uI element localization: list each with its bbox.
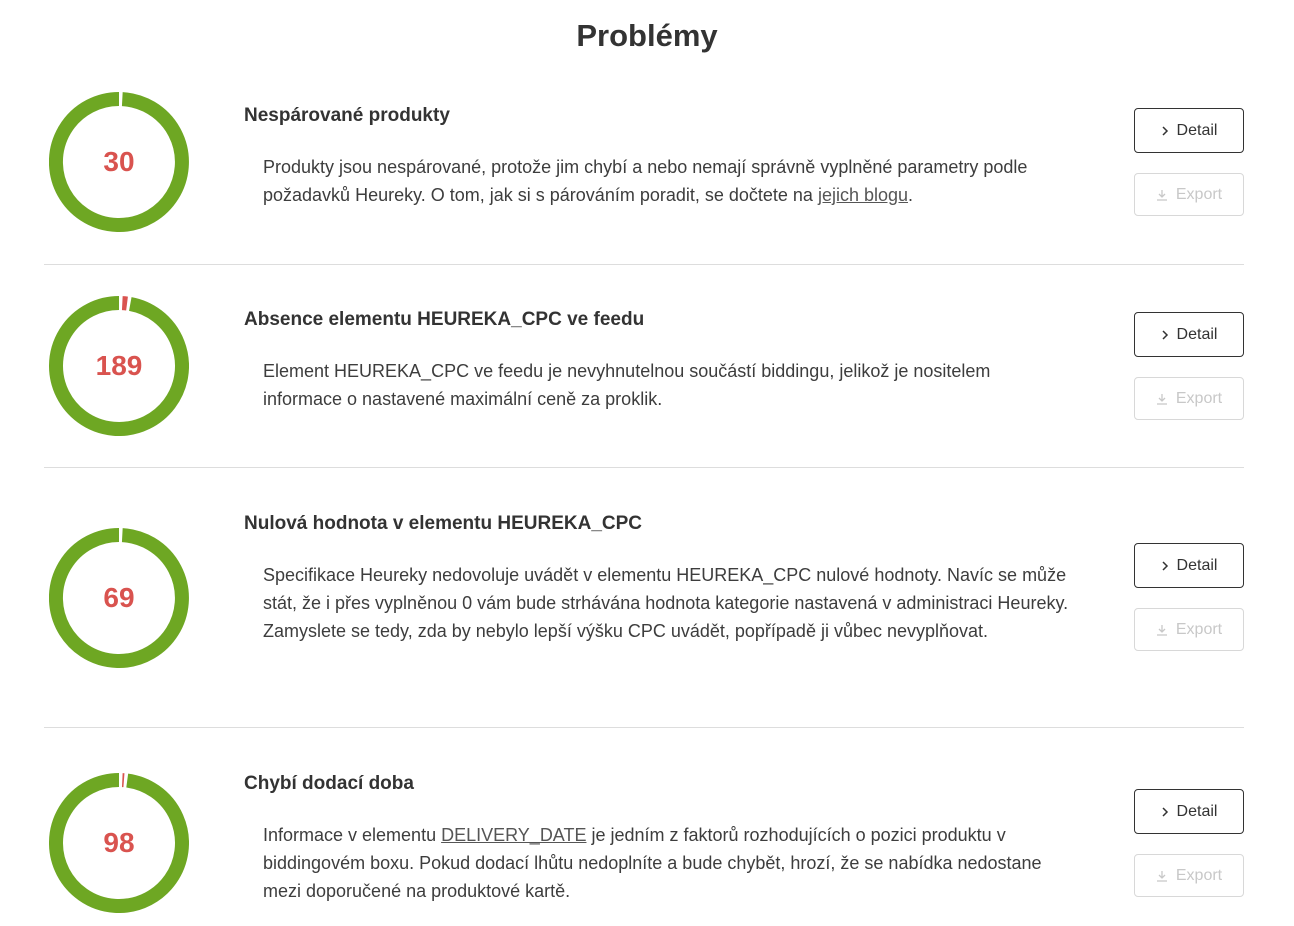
problem-title: Nulová hodnota v elementu HEUREKA_CPC: [244, 513, 642, 534]
problem-item: [44, 90, 1244, 240]
problem-donut-chart: [49, 296, 189, 436]
problem-count: 69: [103, 582, 135, 613]
problem-title: Chybí dodací doba: [244, 773, 414, 794]
export-button[interactable]: [1134, 608, 1244, 651]
detail-button-label: Detail: [1176, 802, 1218, 820]
detail-button[interactable]: [1134, 108, 1244, 153]
problem-description: Produkty jsou nespárované, protože jim chybí a nebo nemají správně vyplněné parametry podle požadavků Heureky. O tom, jak si s párováním poradit, se dočtete na jejich blogu.: [263, 157, 1028, 205]
problem-description: Specifikace Heureky nedovoluje uvádět v elementu HEUREKA_CPC nulové hodnoty. Navíc se může stát, že i přes vyplněnou 0 vám bude strhávána hodnota kategorie nastavená v administraci Heureky. Zamyslete se tedy, zda by nebylo lepší výšku CPC uvádět, popřípadě ji vůbec nevyplňovat.: [263, 565, 1069, 641]
problem-item: [44, 758, 1244, 923]
chevron-right-icon: [1161, 807, 1169, 817]
divider: [44, 467, 1244, 468]
problem-donut-chart: [49, 92, 189, 232]
export-button[interactable]: [1134, 173, 1244, 216]
export-button-label: Export: [1175, 185, 1223, 203]
problem-description: Informace v elementu DELIVERY_DATE je jedním z faktorů rozhodujících o pozici produktu v biddingovém boxu. Pokud dodací lhůtu nedoplníte a bude chybět, hrozí, že se nabídka nedostane mezi doporučené na produktové kartě.: [263, 825, 1042, 901]
problem-count: 30: [103, 146, 135, 177]
blog-link[interactable]: jejich blogu: [817, 185, 909, 205]
export-button-label: Export: [1175, 389, 1223, 407]
detail-button[interactable]: [1134, 312, 1244, 357]
problem-title: Nespárované produkty: [244, 105, 450, 126]
problem-count: 189: [95, 350, 143, 381]
problem-title: Absence elementu HEUREKA_CPC ve feedu: [244, 309, 645, 330]
detail-button[interactable]: [1134, 789, 1244, 834]
divider: [44, 727, 1244, 728]
problem-item: [44, 294, 1244, 444]
divider: [44, 264, 1244, 265]
download-icon: [1156, 393, 1168, 405]
export-button[interactable]: [1134, 854, 1244, 897]
export-button-label: Export: [1175, 866, 1223, 884]
problem-item: [44, 498, 1244, 698]
detail-button-label: Detail: [1176, 556, 1218, 574]
problem-count: 98: [103, 827, 135, 858]
chevron-right-icon: [1161, 330, 1169, 340]
download-icon: [1156, 870, 1168, 882]
download-icon: [1156, 189, 1168, 201]
problem-donut-chart: [49, 528, 189, 668]
detail-button-label: Detail: [1176, 325, 1218, 343]
chevron-right-icon: [1161, 561, 1169, 571]
problem-description: Element HEUREKA_CPC ve feedu je nevyhnutelnou součástí biddingu, jelikož je nositelem informace o nastavené maximální ceně za proklik.: [263, 361, 991, 409]
download-icon: [1156, 624, 1168, 636]
detail-button-label: Detail: [1176, 121, 1218, 139]
page-title: Problémy: [576, 18, 718, 53]
chevron-right-icon: [1161, 126, 1169, 136]
export-button[interactable]: [1134, 377, 1244, 420]
detail-button[interactable]: [1134, 543, 1244, 588]
export-button-label: Export: [1175, 620, 1223, 638]
delivery-date-link[interactable]: DELIVERY_DATE: [441, 825, 587, 845]
problem-donut-chart: [49, 773, 189, 913]
